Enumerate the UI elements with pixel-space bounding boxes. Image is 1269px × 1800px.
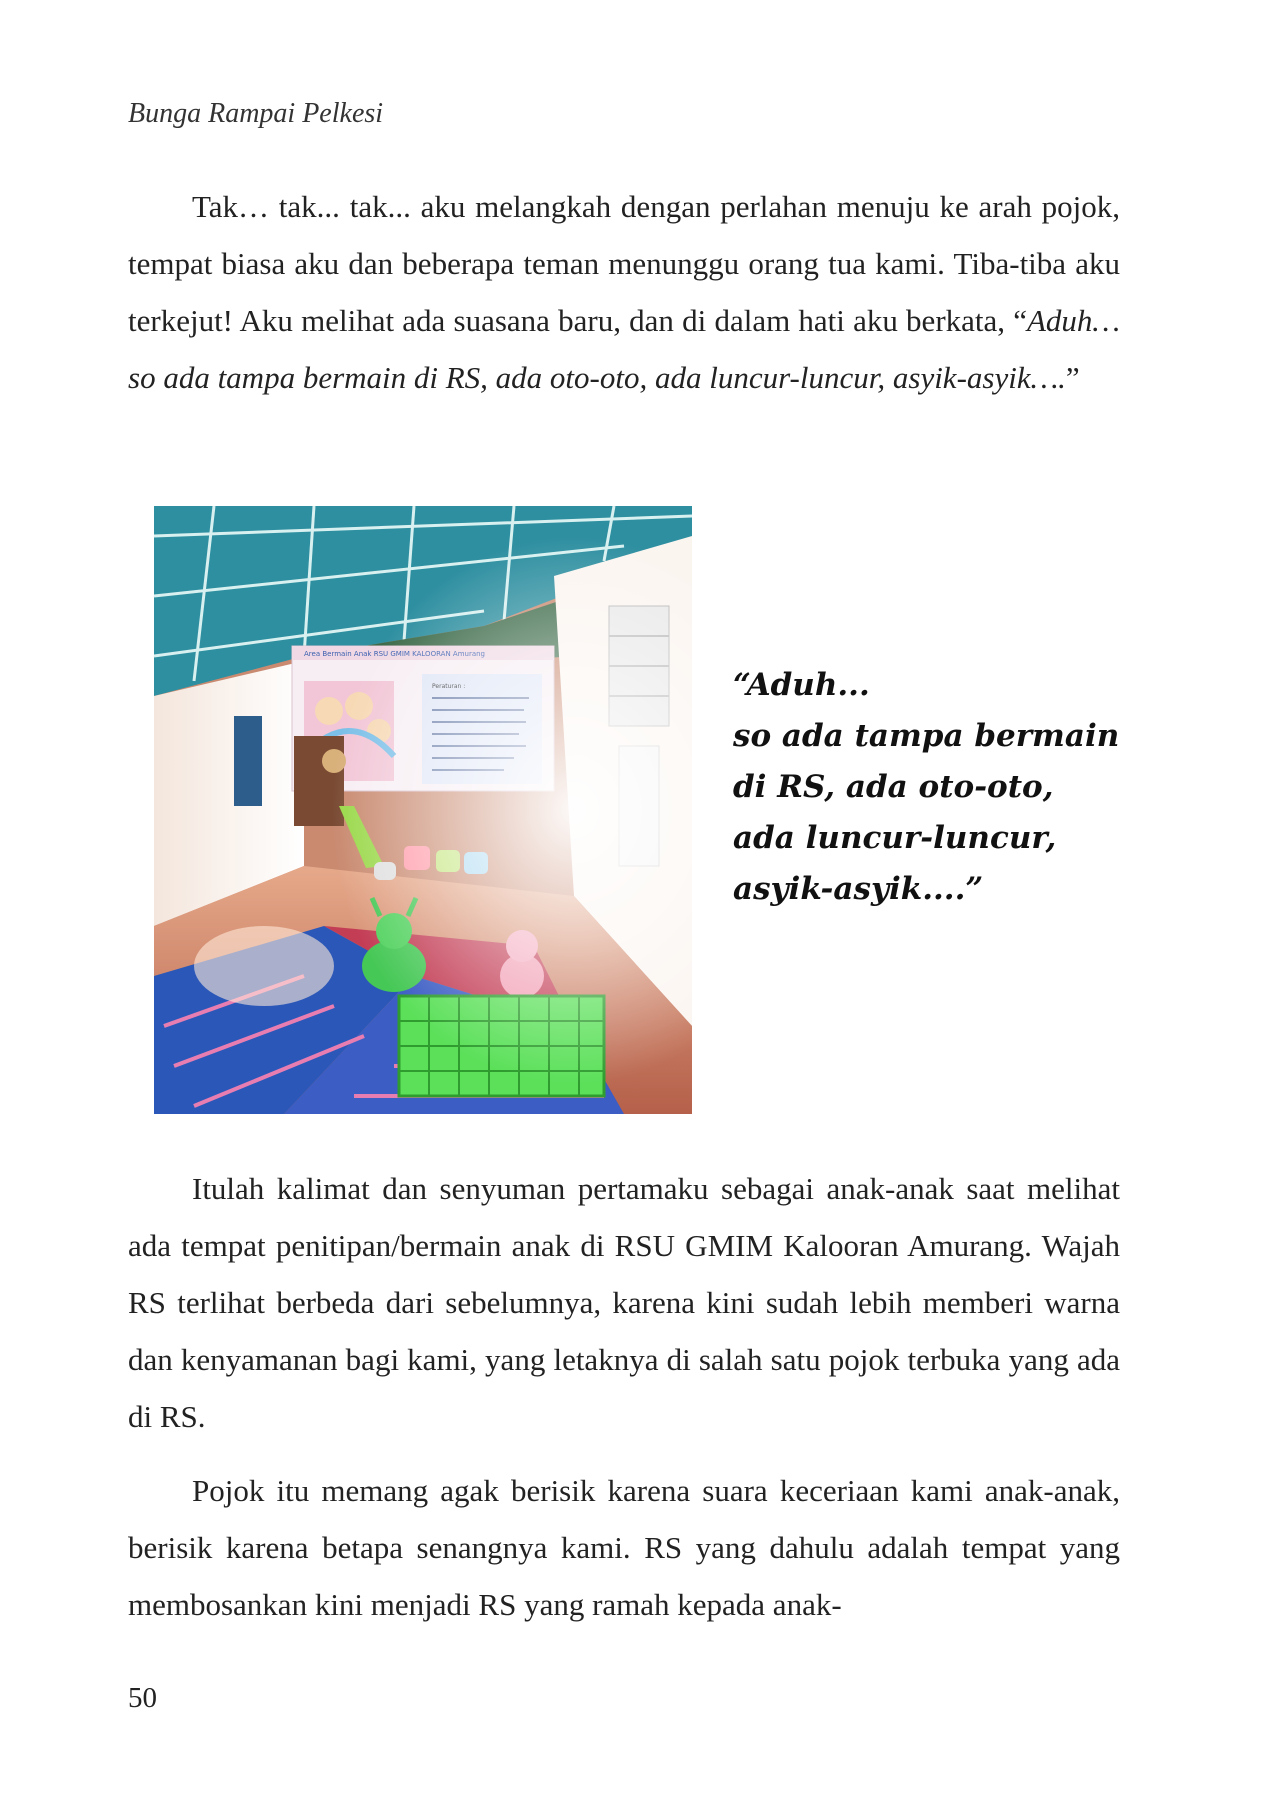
paragraph-intro-plain: Tak… tak... tak... aku melangkah dengan perlahan menuju ke arah pojok, tempat biasa aku dan beberapa teman menunggu orang tua kami. Tiba-tiba aku terkejut! Aku melihat ada suasana baru, dan di dalam hati aku berkata, “ xyxy=(128,189,1120,338)
pull-quote-line: so ada tampa bermain xyxy=(733,718,1120,754)
paragraph-intro-quote: Aduh… so ada tampa bermain di RS, ada oto-oto, ada luncur-luncur, asyik-asyik…. xyxy=(128,303,1120,395)
paragraph-intro xyxy=(128,178,1120,406)
page-number: 50 xyxy=(128,1682,157,1714)
paragraph-corner xyxy=(128,1462,1120,1633)
playground-photo xyxy=(154,506,692,1114)
running-head: Bunga Rampai Pelkesi xyxy=(128,98,384,129)
paragraph-reflection-text: Itulah kalimat dan senyuman pertamaku sebagai anak-anak saat melihat ada tempat penitipan/bermain anak di RSU GMIM Kalooran Amurang. Wajah RS terlihat berbeda dari sebelumnya, karena kini sudah lebih memberi warna dan kenyamanan bagi kami, yang letaknya di salah satu pojok terbuka yang ada di RS. xyxy=(128,1171,1120,1434)
paragraph-corner-text: Pojok itu memang agak berisik karena suara keceriaan kami anak-anak, berisik karena betapa senangnya kami. RS yang dahulu adalah tempat yang membosankan kini menjadi RS yang ramah kepada anak- xyxy=(128,1473,1120,1622)
paragraph-intro-end: ” xyxy=(1065,360,1080,395)
pull-quote-line: “Aduh... xyxy=(733,667,870,703)
paragraph-reflection xyxy=(128,1160,1120,1445)
pull-quote xyxy=(733,660,1120,915)
pull-quote-line: asyik-asyik....” xyxy=(733,871,984,907)
pull-quote-line: ada luncur-luncur, xyxy=(733,820,1057,856)
pull-quote-line: di RS, ada oto-oto, xyxy=(733,769,1054,805)
